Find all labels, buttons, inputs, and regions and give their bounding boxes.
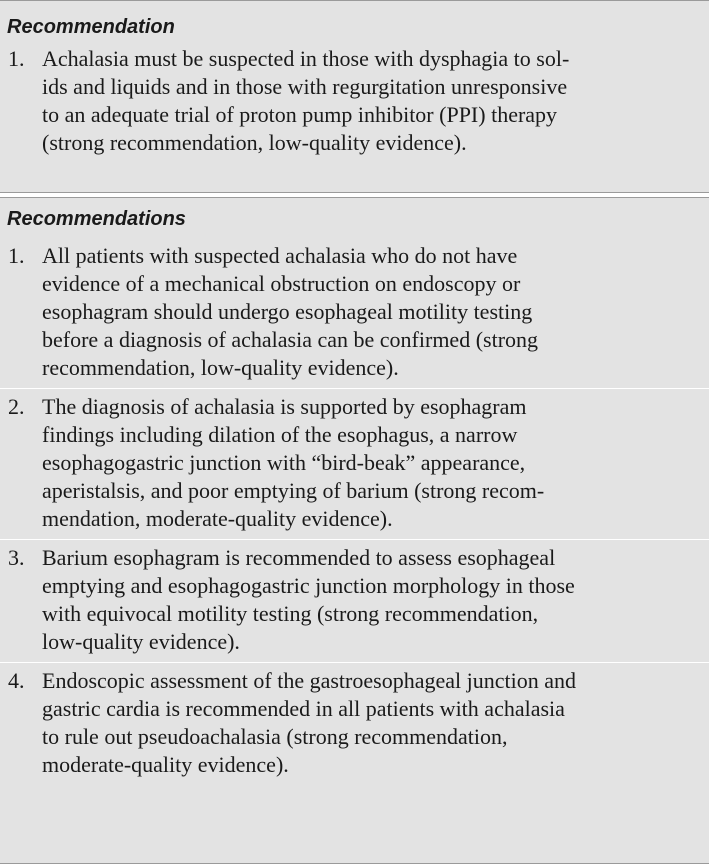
item-text-line: low-quality evidence).: [42, 629, 240, 654]
recommendation-heading: Recommendation: [7, 16, 175, 38]
item-text-line: emptying and esophagogastric junction morphology in those: [42, 573, 575, 598]
recommendation-list: [0, 45, 709, 163]
recommendation-item: [0, 539, 709, 662]
item-text-line: before a diagnosis of achalasia can be confirmed (strong: [42, 327, 539, 352]
item-number: 2.: [8, 394, 25, 419]
recommendations-list: [0, 242, 709, 785]
item-text-line: moderate-quality evidence).: [42, 752, 289, 777]
item-text-line: ids and liquids and in those with regurgitation unresponsive: [42, 74, 568, 99]
item-number: 3.: [8, 545, 25, 570]
recommendation-item: [0, 45, 709, 163]
item-text-line: Achalasia must be suspected in those with dysphagia to sol-: [42, 46, 570, 71]
item-text-line: with equivocal motility testing (strong recommendation,: [42, 601, 539, 626]
item-text-line: (strong recommendation, low-quality evidence).: [42, 130, 467, 155]
item-text-line: aperistalsis, and poor emptying of barium (strong recom-: [42, 478, 545, 503]
item-text-line: mendation, moderate-quality evidence).: [42, 506, 393, 531]
item-number: 1.: [8, 46, 25, 71]
item-text-line: esophagram should undergo esophageal motility testing: [42, 299, 533, 324]
item-text-line: to rule out pseudoachalasia (strong recommendation,: [42, 724, 508, 749]
recommendation-item: [0, 662, 709, 785]
recommendation-box: [0, 0, 709, 193]
recommendation-item: [0, 242, 709, 388]
item-text-line: The diagnosis of achalasia is supported by esophagram: [42, 394, 527, 419]
item-number: 4.: [8, 668, 25, 693]
item-text-line: esophagogastric junction with “bird-beak” appearance,: [42, 450, 526, 475]
recommendations-heading: Recommendations: [7, 208, 186, 230]
item-text-line: recommendation, low-quality evidence).: [42, 355, 399, 380]
item-number: 1.: [8, 243, 25, 268]
item-text-line: to an adequate trial of proton pump inhibitor (PPI) therapy: [42, 102, 558, 127]
item-text-line: All patients with suspected achalasia who do not have: [42, 243, 518, 268]
item-text-line: findings including dilation of the esophagus, a narrow: [42, 422, 518, 447]
recommendations-box: [0, 197, 709, 864]
item-text-line: evidence of a mechanical obstruction on endoscopy or: [42, 271, 521, 296]
item-text-line: gastric cardia is recommended in all patients with achalasia: [42, 696, 565, 721]
recommendation-item: [0, 388, 709, 539]
item-text-line: Barium esophagram is recommended to assess esophageal: [42, 545, 556, 570]
item-text-line: Endoscopic assessment of the gastroesophageal junction and: [42, 668, 576, 693]
